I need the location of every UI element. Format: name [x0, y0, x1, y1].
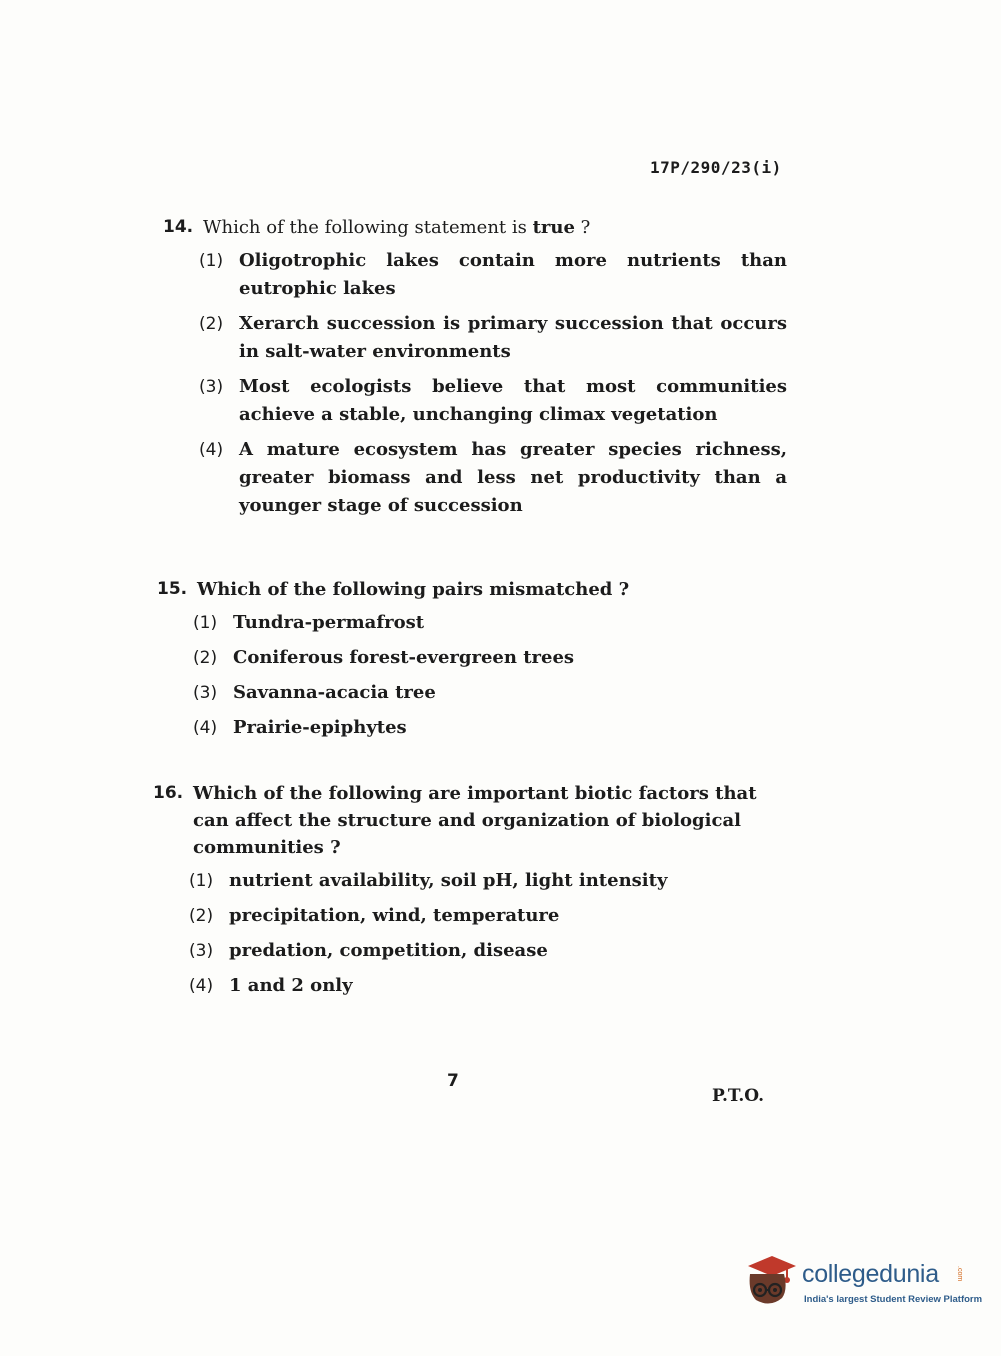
question-text: Which of the following statement is true ?	[203, 217, 591, 238]
pto-label: P.T.O.	[712, 1086, 764, 1106]
question-16	[153, 780, 781, 1007]
option: (2) Coniferous forest-evergreen trees	[193, 647, 575, 668]
question-number: 16.	[153, 783, 184, 803]
question-text: Which of the following pairs mismatched ?	[197, 579, 630, 600]
option: (2) precipitation, wind, temperature	[189, 905, 560, 926]
question-15	[157, 576, 781, 749]
option: (1) nutrient availability, soil pH, light intensity	[189, 870, 668, 891]
option-list	[199, 247, 787, 520]
question-number: 15.	[157, 579, 188, 599]
option: (3) Savanna-acacia tree	[193, 682, 436, 703]
option: (2) Xerarch succession is primary succession that occurs in salt-water environments	[199, 313, 787, 362]
question-text: Which of the following are important biotic factors that can affect the structure and organization of biological communities ?	[193, 783, 757, 858]
question-stem	[157, 576, 781, 603]
brand-tagline: India's largest Student Review Platform	[804, 1294, 983, 1305]
page-number: 7	[447, 1071, 459, 1091]
collegedunia-watermark	[742, 1252, 983, 1312]
brand-domain-suffix: .com	[956, 1266, 963, 1282]
option-list	[189, 867, 781, 1000]
option-list	[193, 609, 781, 742]
brand-name: collegedunia	[802, 1260, 939, 1288]
question-stem	[153, 780, 781, 861]
option: (3) predation, competition, disease	[189, 940, 548, 961]
option: (3) Most ecologists believe that most communities achieve a stable, unchanging climax vegetation	[199, 376, 787, 425]
paper-code: 17P/290/23(i)	[650, 158, 782, 177]
graduate-mascot-icon	[742, 1252, 798, 1308]
option: (1) Oligotrophic lakes contain more nutrients than eutrophic lakes	[199, 250, 787, 299]
emphasis-word: true	[532, 217, 575, 238]
question-14	[163, 214, 787, 527]
option: (4) 1 and 2 only	[189, 975, 353, 996]
question-number: 14.	[163, 217, 194, 237]
option: (4) Prairie-epiphytes	[193, 717, 407, 738]
question-stem	[163, 214, 787, 241]
option: (1) Tundra-permafrost	[193, 612, 425, 633]
option: (4) A mature ecosystem has greater species richness, greater biomass and less net productivity than a younger stage of succession	[199, 439, 787, 516]
